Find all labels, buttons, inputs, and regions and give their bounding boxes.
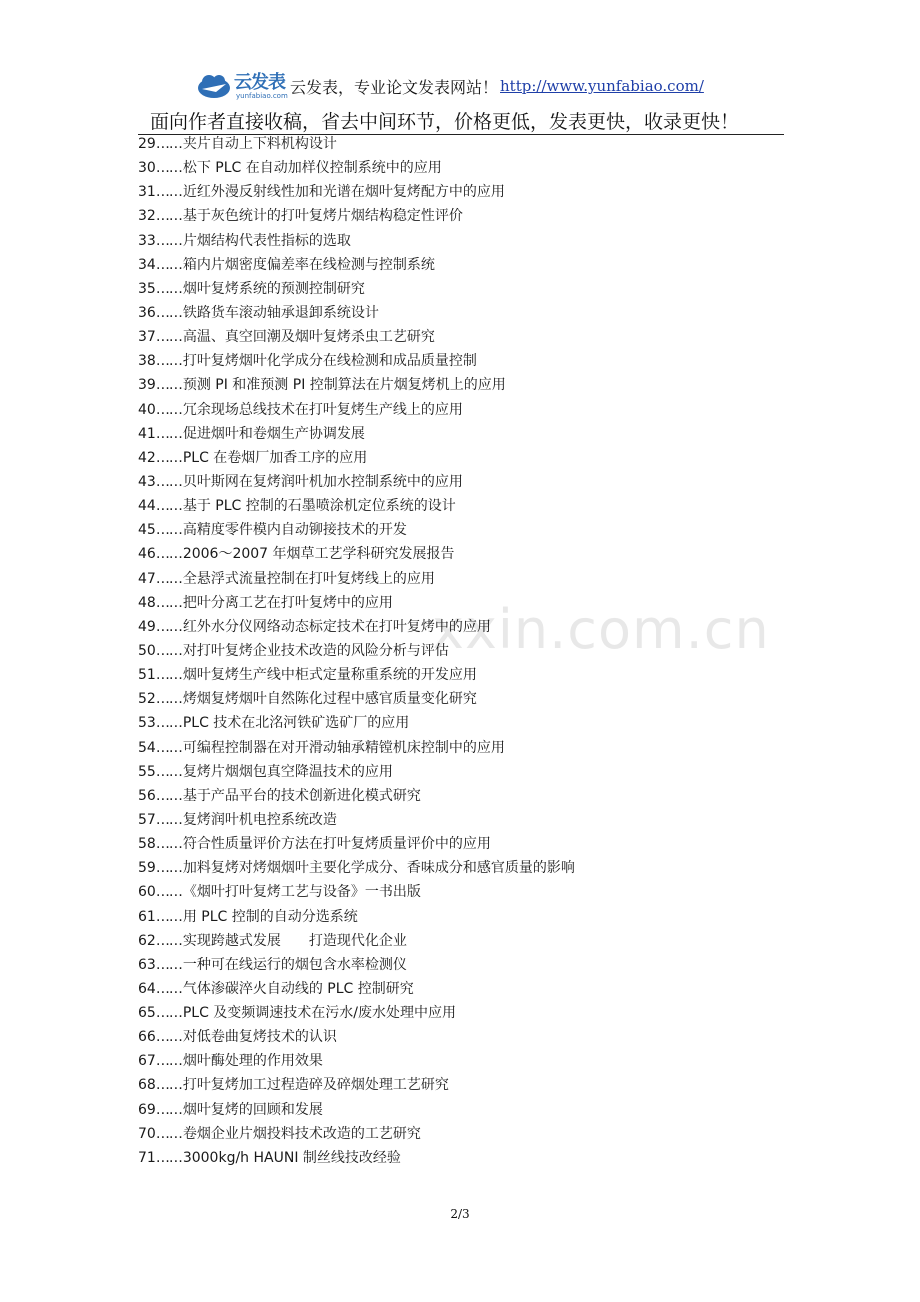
item-title: 气体渗碳淬火自动线的 PLC 控制研究	[182, 980, 414, 997]
item-title: 夹片自动上下料机构设计	[182, 136, 337, 152]
item-leader-dots: ……	[155, 1077, 182, 1094]
item-number: 48	[138, 594, 156, 611]
item-leader-dots: ……	[155, 763, 182, 780]
item-title: 箱内片烟密度偏差率在线检测与控制系统	[182, 256, 435, 273]
item-title: 红外水分仪网络动态标定技术在打叶复烤中的应用	[182, 618, 491, 635]
item-leader-dots: ……	[155, 280, 182, 297]
item-number: 70	[138, 1125, 156, 1142]
list-item	[138, 231, 575, 255]
item-leader-dots: ……	[155, 956, 182, 973]
item-leader-dots: ……	[155, 1005, 182, 1022]
item-number: 29	[138, 136, 156, 152]
item-number: 59	[138, 860, 156, 877]
item-title: 基于 PLC 控制的石墨喷涂机定位系统的设计	[182, 498, 456, 515]
item-number: 58	[138, 836, 156, 853]
item-title: 促进烟叶和卷烟生产协调发展	[182, 425, 365, 442]
item-title: PLC 及变频调速技术在污水/废水处理中应用	[182, 1005, 457, 1022]
list-item	[138, 544, 575, 568]
item-number: 43	[138, 473, 156, 490]
item-leader-dots: ……	[155, 884, 182, 901]
list-item	[138, 979, 575, 1003]
item-leader-dots: ……	[155, 642, 182, 659]
item-number: 40	[138, 401, 156, 418]
item-title: 对打叶复烤企业技术改造的风险分析与评估	[182, 642, 449, 659]
item-title: 预测 PI 和准预测 PI 控制算法在片烟复烤机上的应用	[182, 377, 506, 394]
item-title: 对低卷曲复烤技术的认识	[182, 1029, 337, 1046]
item-title: PLC 技术在北洺河铁矿选矿厂的应用	[182, 715, 410, 732]
item-leader-dots: ……	[155, 208, 182, 225]
item-leader-dots: ……	[155, 449, 182, 466]
item-title: 烟叶复烤系统的预测控制研究	[182, 280, 365, 297]
list-item	[138, 158, 575, 182]
list-item	[138, 955, 575, 979]
list-item	[138, 375, 575, 399]
item-number: 36	[138, 304, 156, 321]
item-title: 冗余现场总线技术在打叶复烤生产线上的应用	[182, 401, 463, 418]
item-number: 54	[138, 739, 156, 756]
item-title: 打叶复烤烟叶化学成分在线检测和成品质量控制	[182, 353, 477, 370]
item-title: 加料复烤对烤烟烟叶主要化学成分、香味成分和感官质量的影响	[182, 860, 575, 877]
watermark: xxin.com.cn	[432, 598, 770, 661]
item-leader-dots: ……	[155, 304, 182, 321]
item-title: 近红外漫反射线性加和光谱在烟叶复烤配方中的应用	[182, 184, 505, 201]
cloud-plane-icon	[196, 72, 232, 100]
item-title: 烤烟复烤烟叶自然陈化过程中感官质量变化研究	[182, 691, 477, 708]
item-title: 高温、真空回潮及烟叶复烤杀虫工艺研究	[182, 329, 435, 346]
page-number: 2/3	[450, 1207, 470, 1221]
item-number: 45	[138, 522, 156, 539]
item-number: 50	[138, 642, 156, 659]
list-item	[138, 1051, 575, 1075]
item-leader-dots: ……	[155, 329, 182, 346]
item-title: 烟叶复烤生产线中柜式定量称重系统的开发应用	[182, 667, 477, 684]
item-title: 用 PLC 控制的自动分选系统	[182, 908, 358, 925]
list-item	[138, 279, 575, 303]
list-item	[138, 472, 575, 496]
list-item	[138, 882, 575, 906]
list-item	[138, 858, 575, 882]
item-number: 68	[138, 1077, 156, 1094]
item-number: 39	[138, 377, 156, 394]
item-number: 55	[138, 763, 156, 780]
item-leader-dots: ……	[155, 932, 182, 949]
item-title: 铁路货车滚动轴承退卸系统设计	[182, 304, 379, 321]
list-item	[138, 689, 575, 713]
item-title: 高精度零件模内自动铆接技术的开发	[182, 522, 407, 539]
item-leader-dots: ……	[155, 232, 182, 249]
list-item	[138, 810, 575, 834]
list-item	[138, 1124, 575, 1148]
item-number: 34	[138, 256, 156, 273]
list-item	[138, 255, 575, 279]
list-item	[138, 834, 575, 858]
item-number: 60	[138, 884, 156, 901]
item-leader-dots: ……	[155, 836, 182, 853]
item-leader-dots: ……	[155, 570, 182, 587]
item-number: 67	[138, 1053, 156, 1070]
item-leader-dots: ……	[155, 1029, 182, 1046]
item-leader-dots: ……	[155, 667, 182, 684]
item-number: 33	[138, 232, 156, 249]
item-title: 打叶复烤加工过程造碎及碎烟处理工艺研究	[182, 1077, 449, 1094]
site-logo[interactable]	[194, 66, 290, 106]
item-leader-dots: ……	[155, 546, 182, 563]
item-number: 65	[138, 1005, 156, 1022]
list-item	[138, 1027, 575, 1051]
item-number: 41	[138, 425, 156, 442]
item-leader-dots: ……	[155, 498, 182, 515]
list-item	[138, 206, 575, 230]
item-leader-dots: ……	[155, 1149, 182, 1166]
item-number: 66	[138, 1029, 156, 1046]
paper-title-list	[138, 134, 575, 1172]
item-leader-dots: ……	[155, 715, 182, 732]
item-title: PLC 在卷烟厂加香工序的应用	[182, 449, 368, 466]
item-number: 63	[138, 956, 156, 973]
site-tagline: 云发表，专业论文发表网站！	[290, 77, 499, 97]
header-slogan: 面向作者直接收稿，省去中间环节，价格更低，发表更快，收录更快！	[150, 111, 740, 133]
item-title: 复烤润叶机电控系统改造	[182, 811, 337, 828]
item-title: 符合性质量评价方法在打叶复烤质量评价中的应用	[182, 836, 491, 853]
item-leader-dots: ……	[155, 980, 182, 997]
item-leader-dots: ……	[155, 1053, 182, 1070]
item-title: 3000kg/h HAUNI 制丝线技改经验	[182, 1149, 401, 1166]
item-number: 53	[138, 715, 156, 732]
item-title: 全悬浮式流量控制在打叶复烤线上的应用	[182, 570, 435, 587]
list-item	[138, 1100, 575, 1124]
item-number: 52	[138, 691, 156, 708]
list-item	[138, 520, 575, 544]
item-leader-dots: ……	[155, 1101, 182, 1118]
list-item	[138, 182, 575, 206]
list-item	[138, 351, 575, 375]
list-item	[138, 134, 575, 158]
item-number: 56	[138, 787, 156, 804]
list-item	[138, 327, 575, 351]
item-number: 35	[138, 280, 156, 297]
item-number: 31	[138, 184, 156, 201]
list-item	[138, 496, 575, 520]
list-item	[138, 424, 575, 448]
item-number: 69	[138, 1101, 156, 1118]
item-number: 57	[138, 811, 156, 828]
item-leader-dots: ……	[155, 377, 182, 394]
item-leader-dots: ……	[155, 594, 182, 611]
list-item	[138, 1148, 575, 1172]
list-item	[138, 448, 575, 472]
item-leader-dots: ……	[155, 136, 182, 152]
item-leader-dots: ……	[155, 425, 182, 442]
item-leader-dots: ……	[155, 739, 182, 756]
item-leader-dots: ……	[155, 908, 182, 925]
item-number: 61	[138, 908, 156, 925]
list-item	[138, 931, 575, 955]
item-number: 51	[138, 667, 156, 684]
item-leader-dots: ……	[155, 618, 182, 635]
item-leader-dots: ……	[155, 401, 182, 418]
item-title: 基于灰色统计的打叶复烤片烟结构稳定性评价	[182, 208, 463, 225]
list-item	[138, 786, 575, 810]
item-leader-dots: ……	[155, 691, 182, 708]
item-leader-dots: ……	[155, 473, 182, 490]
item-leader-dots: ……	[155, 860, 182, 877]
list-item	[138, 738, 575, 762]
item-leader-dots: ……	[155, 787, 182, 804]
list-item	[138, 593, 575, 617]
item-number: 30	[138, 160, 156, 177]
list-item	[138, 1075, 575, 1099]
list-item	[138, 713, 575, 737]
item-number: 62	[138, 932, 156, 949]
list-item	[138, 641, 575, 665]
item-leader-dots: ……	[155, 522, 182, 539]
item-leader-dots: ……	[155, 184, 182, 201]
item-number: 71	[138, 1149, 156, 1166]
item-title: 把叶分离工艺在打叶复烤中的应用	[182, 594, 393, 611]
item-title: 2006～2007 年烟草工艺学科研究发展报告	[182, 546, 455, 563]
item-title: 烟叶复烤的回顾和发展	[182, 1101, 323, 1118]
item-number: 49	[138, 618, 156, 635]
item-title: 片烟结构代表性指标的选取	[182, 232, 351, 249]
item-title: 基于产品平台的技术创新进化模式研究	[182, 787, 421, 804]
site-url-link[interactable]: http://www.yunfabiao.com/	[500, 77, 704, 95]
item-title: 一种可在线运行的烟包含水率检测仪	[182, 956, 407, 973]
item-number: 44	[138, 498, 156, 515]
item-leader-dots: ……	[155, 811, 182, 828]
item-number: 42	[138, 449, 156, 466]
item-number: 47	[138, 570, 156, 587]
item-number: 46	[138, 546, 156, 563]
list-item	[138, 762, 575, 786]
item-leader-dots: ……	[155, 160, 182, 177]
list-item	[138, 907, 575, 931]
list-item	[138, 400, 575, 424]
item-title: 实现跨越式发展 打造现代化企业	[182, 932, 407, 949]
logo-subtext: yunfabiao.com	[236, 92, 288, 100]
item-title: 复烤片烟烟包真空降温技术的应用	[182, 763, 393, 780]
item-number: 38	[138, 353, 156, 370]
item-number: 64	[138, 980, 156, 997]
item-title: 卷烟企业片烟投料技术改造的工艺研究	[182, 1125, 421, 1142]
item-title: 《烟叶打叶复烤工艺与设备》一书出版	[182, 884, 421, 901]
list-item	[138, 665, 575, 689]
item-leader-dots: ……	[155, 256, 182, 273]
page-header	[194, 66, 704, 106]
item-title: 松下 PLC 在自动加样仪控制系统中的应用	[182, 160, 442, 177]
list-item	[138, 569, 575, 593]
item-number: 37	[138, 329, 156, 346]
item-title: 烟叶酶处理的作用效果	[182, 1053, 323, 1070]
item-leader-dots: ……	[155, 353, 182, 370]
list-item	[138, 303, 575, 327]
list-item	[138, 617, 575, 641]
item-title: 可编程控制器在对开滑动轴承精镗机床控制中的应用	[182, 739, 505, 756]
logo-text: 云发表	[234, 72, 285, 93]
item-number: 32	[138, 208, 156, 225]
item-title: 贝叶斯网在复烤润叶机加水控制系统中的应用	[182, 473, 463, 490]
item-leader-dots: ……	[155, 1125, 182, 1142]
list-item	[138, 1003, 575, 1027]
